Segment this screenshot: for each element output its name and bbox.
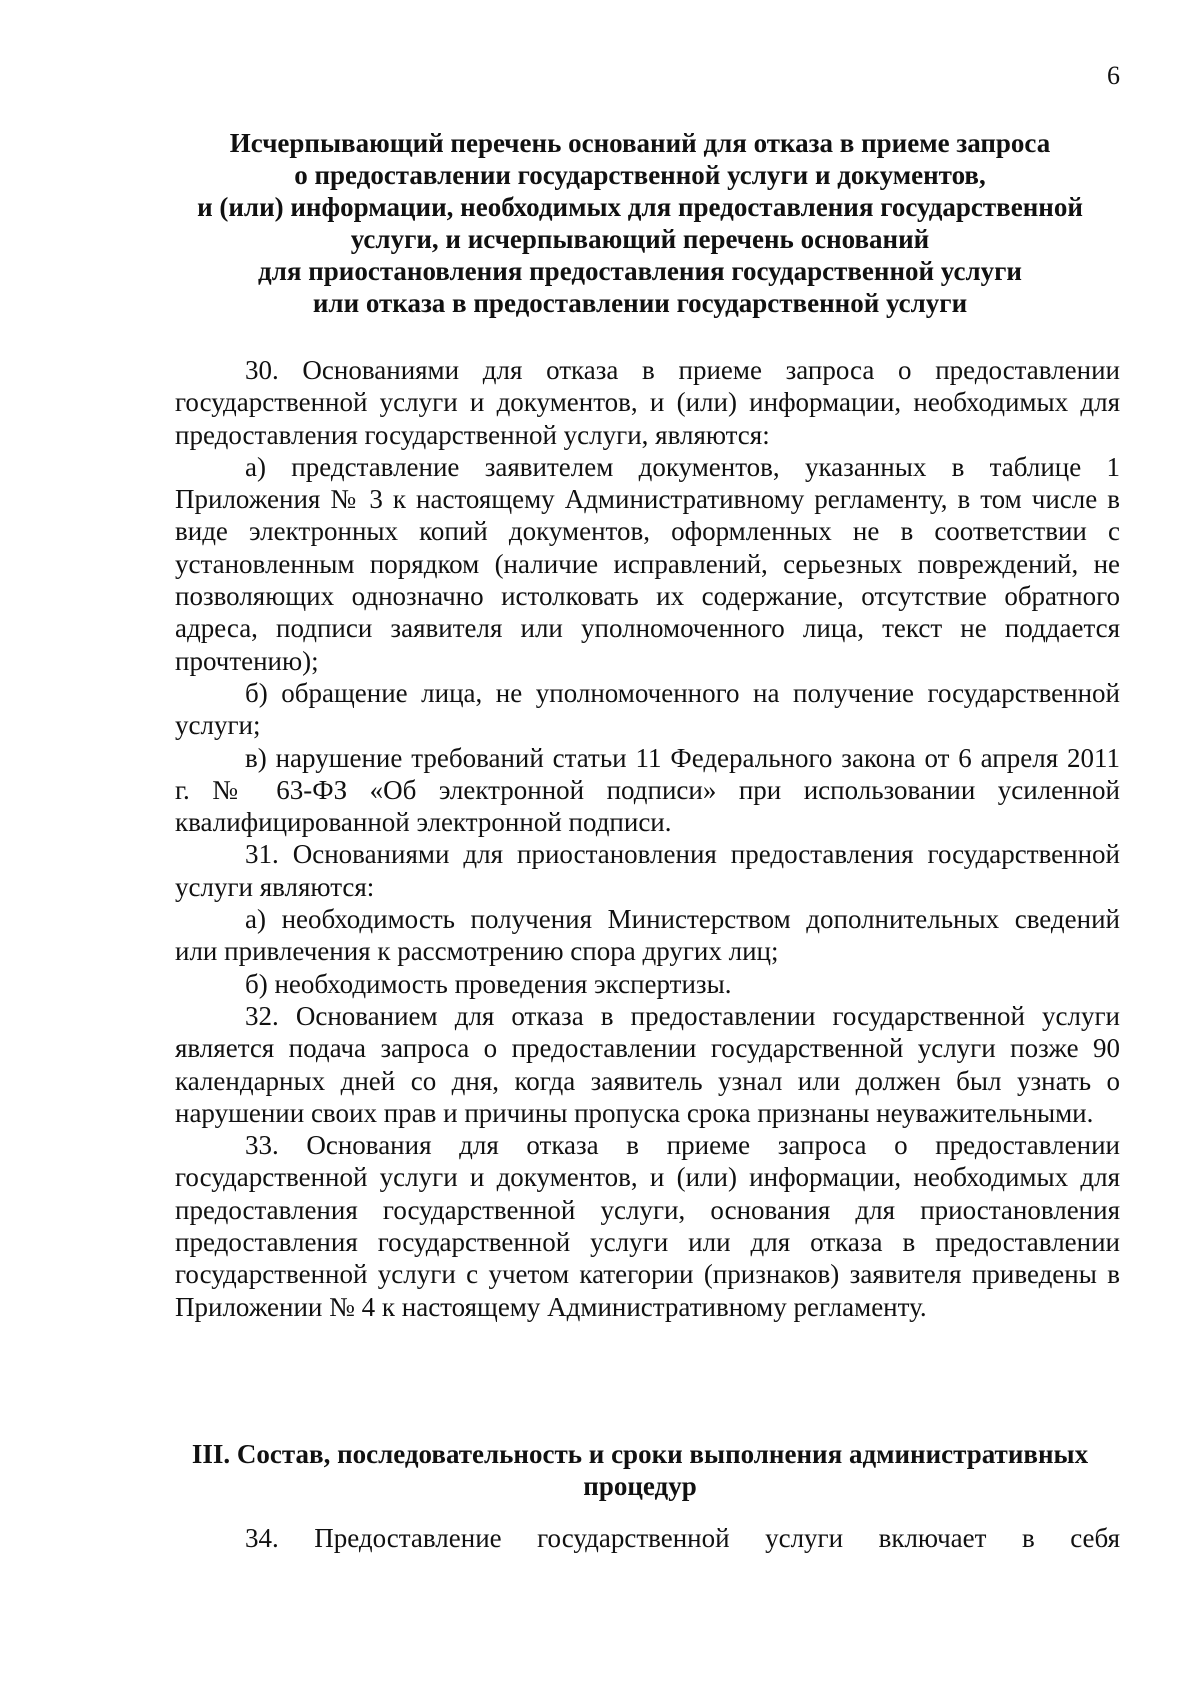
section-heading xyxy=(160,127,1120,319)
chapter-heading xyxy=(160,1438,1120,1502)
paragraph-33: 33. Основания для отказа в приеме запроса о предоставлении государственной услуги и документов, и (или) информации, необходимых для предоставления государственной услуги, основания для приостановления предоставления государственной услуги или для отказа в предоставлении государственной услуги с учетом категории (признаков) заявителя приведены в Приложении № 4 к настоящему Административному регламенту. xyxy=(175,1130,1120,1322)
paragraph-30-b: б) обращение лица, не уполномоченного на получение государственной услуги; xyxy=(175,677,1120,741)
body-text-continued xyxy=(175,1522,1120,1554)
page-number: 6 xyxy=(1107,61,1120,90)
body-text xyxy=(175,354,1120,1323)
heading-line: о предоставлении государственной услуги и документов, xyxy=(294,160,986,190)
paragraph-30-v: в) нарушение требований статьи 11 Федерального закона от 6 апреля 2011 г. № 63-ФЗ «Об электронной подписи» при использовании усиленной квалифицированной электронной подписи. xyxy=(175,742,1120,838)
paragraph-30-a: а) представление заявителем документов, указанных в таблице 1 Приложения № 3 к настоящему Административному регламенту, в том числе в виде электронных копий документов, оформленных не в соответствии с установленным порядком (наличие исправлений, серьезных повреждений, не позволяющих однозначно истолковать их содержание, отсутствие обратного адреса, подписи заявителя или уполномоченного лица, текст не поддается прочтению); xyxy=(175,451,1120,676)
heading-line: процедур xyxy=(583,1471,697,1501)
heading-line: Исчерпывающий перечень оснований для отказа в приеме запроса xyxy=(229,128,1051,158)
paragraph-31-a: а) необходимость получения Министерством дополнительных сведений или привлечения к рассмотрению спора других лиц; xyxy=(175,904,1120,967)
paragraph-31-b: б) необходимость проведения экспертизы. xyxy=(245,968,732,999)
heading-line: услуги, и исчерпывающий перечень оснований xyxy=(350,224,930,254)
paragraph-34: 34. Предоставление государственной услуги включает в себя xyxy=(245,1523,1120,1553)
paragraph-32: 32. Основанием для отказа в предоставлении государственной услуги является подача запроса о предоставлении государственной услуги позже 90 календарных дней со дня, когда заявитель узнал или должен был узнать о нарушении своих прав и причины пропуска срока признаны неуважительными. xyxy=(175,1000,1120,1128)
heading-line: III. Состав, последовательность и сроки выполнения административных xyxy=(191,1439,1089,1469)
heading-line: или отказа в предоставлении государственной услуги xyxy=(312,288,968,318)
paragraph-30: 30. Основаниями для отказа в приеме запроса о предоставлении государственной услуги и документов, и (или) информации, необходимых для предоставления государственной услуги, являются: xyxy=(175,355,1120,450)
paragraph-31: 31. Основаниями для приостановления предоставления государственной услуги являются: xyxy=(175,839,1120,902)
heading-line: и (или) информации, необходимых для предоставления государственной xyxy=(197,192,1083,222)
heading-line: для приостановления предоставления государственной услуги xyxy=(258,256,1022,286)
